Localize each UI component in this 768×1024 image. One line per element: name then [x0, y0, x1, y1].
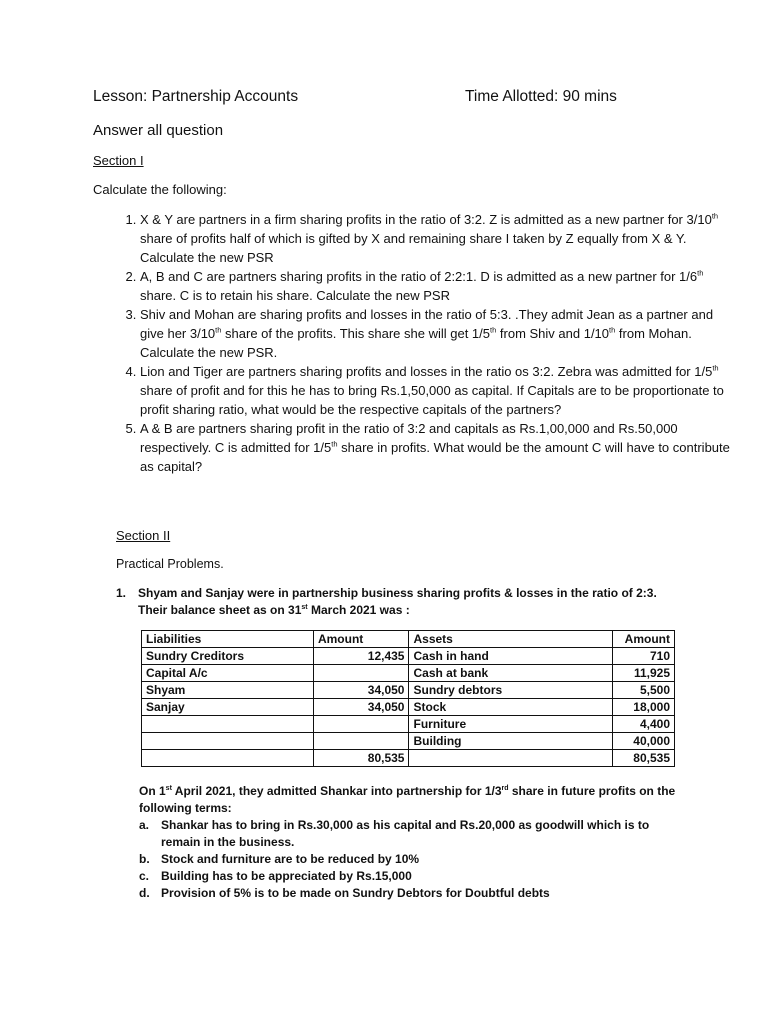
cell: Building [409, 733, 612, 750]
table-row [142, 716, 675, 733]
cell: 12,435 [313, 648, 409, 665]
cell: 34,050 [313, 699, 409, 716]
section1-title: Section I [93, 153, 144, 168]
cell: 34,050 [313, 682, 409, 699]
term-marker: b. [139, 852, 150, 866]
cell: Sundry debtors [409, 682, 612, 699]
term-marker: a. [139, 818, 150, 832]
cell: Stock [409, 699, 612, 716]
section1-subtitle: Calculate the following: [93, 182, 227, 197]
cell [142, 716, 314, 733]
time-allotted: Time Allotted: 90 mins [465, 88, 617, 105]
term-text: Shankar has to bring in Rs.30,000 as his capital and Rs.20,000 as goodwill which is to remain in the business. [161, 818, 650, 849]
term-item [139, 868, 679, 885]
term-text: Provision of 5% is to be made on Sundry Debtors for Doubtful debts [161, 886, 550, 900]
cell: Capital A/c [142, 665, 314, 682]
header-amount: Amount [313, 631, 409, 648]
cell: Sundry Creditors [142, 648, 314, 665]
term-text: Stock and furniture are to be reduced by 10% [161, 852, 420, 866]
term-item [139, 885, 679, 902]
section2-subtitle: Practical Problems. [116, 557, 224, 571]
balance-sheet-table [141, 630, 675, 767]
cell [409, 750, 612, 767]
terms-list [139, 817, 679, 902]
term-item [139, 817, 679, 851]
term-item [139, 851, 679, 868]
cell: 11,925 [612, 665, 674, 682]
total-assets: 80,535 [612, 750, 674, 767]
cell: Furniture [409, 716, 612, 733]
problem-number: 1. [116, 586, 127, 600]
question-5: 5. A & B are partners sharing profit in the ratio of 3:2 and capitals as Rs.1,00,000 and Rs.50,000 respectively. C is admitted for 1/5th share in profits. What would be the amount C will have to contribute as capital? [140, 419, 730, 476]
cell: 5,500 [612, 682, 674, 699]
question-1: 1. X & Y are partners in a firm sharing profits in the ratio of 3:2. Z is admitted as a new partner for 3/10th share of profits half of which is gifted by X and remaining share I taken by Z equally from X & Y. Calculate the new PSR [140, 210, 730, 267]
table-row [142, 665, 675, 682]
header-assets: Assets [409, 631, 612, 648]
cell: 710 [612, 648, 674, 665]
table-row [142, 699, 675, 716]
cell [313, 716, 409, 733]
cell [142, 750, 314, 767]
cell [142, 733, 314, 750]
total-liabilities: 80,535 [313, 750, 409, 767]
table-row [142, 648, 675, 665]
cell: Sanjay [142, 699, 314, 716]
cell: 40,000 [612, 733, 674, 750]
cell: Cash at bank [409, 665, 612, 682]
lesson-title: Lesson: Partnership Accounts [93, 88, 299, 105]
question-3: 3. Shiv and Mohan are sharing profits and losses in the ratio of 5:3. .They admit Jean as a partner and give her 3/10th share of the profits. This share she will get 1/5th from Shiv and 1/10th from Mohan. Calculate the new PSR. [140, 305, 730, 362]
cell: Shyam [142, 682, 314, 699]
terms-intro: On 1st April 2021, they admitted Shankar into partnership for 1/3rd share in future profits on the following terms: [139, 784, 676, 815]
cell [313, 733, 409, 750]
cell: 18,000 [612, 699, 674, 716]
term-marker: d. [139, 886, 150, 900]
cell: Cash in hand [409, 648, 612, 665]
term-text: Building has to be appreciated by Rs.15,000 [161, 869, 412, 883]
header-amount: Amount [612, 631, 674, 648]
cell [313, 665, 409, 682]
term-marker: c. [139, 869, 150, 883]
table-header-row [142, 631, 675, 648]
admission-terms [139, 783, 679, 902]
table-row [142, 682, 675, 699]
question-2: 2. A, B and C are partners sharing profits in the ratio of 2:2:1. D is admitted as a new partner for 1/6th share. C is to retain his share. Calculate the new PSR [140, 267, 730, 305]
section2-title: Section II [116, 528, 171, 543]
problem-text: Shyam and Sanjay were in partnership business sharing profits & losses in the ratio of 2:3. Their balance sheet as on 31st March 2021 was : [138, 586, 657, 617]
question-list [93, 210, 730, 476]
table-row [142, 733, 675, 750]
table-total-row [142, 750, 675, 767]
cell: 4,400 [612, 716, 674, 733]
question-4: 4. Lion and Tiger are partners sharing profits and losses in the ratio os 3:2. Zebra was admitted for 1/5th share of profit and for this he has to bring Rs.1,50,000 as capital. If Capitals are to be proportionate to profit sharing ratio, what would be the respective capitals of the partners? [140, 362, 730, 419]
header-liabilities: Liabilities [142, 631, 314, 648]
instruction: Answer all question [93, 122, 224, 139]
